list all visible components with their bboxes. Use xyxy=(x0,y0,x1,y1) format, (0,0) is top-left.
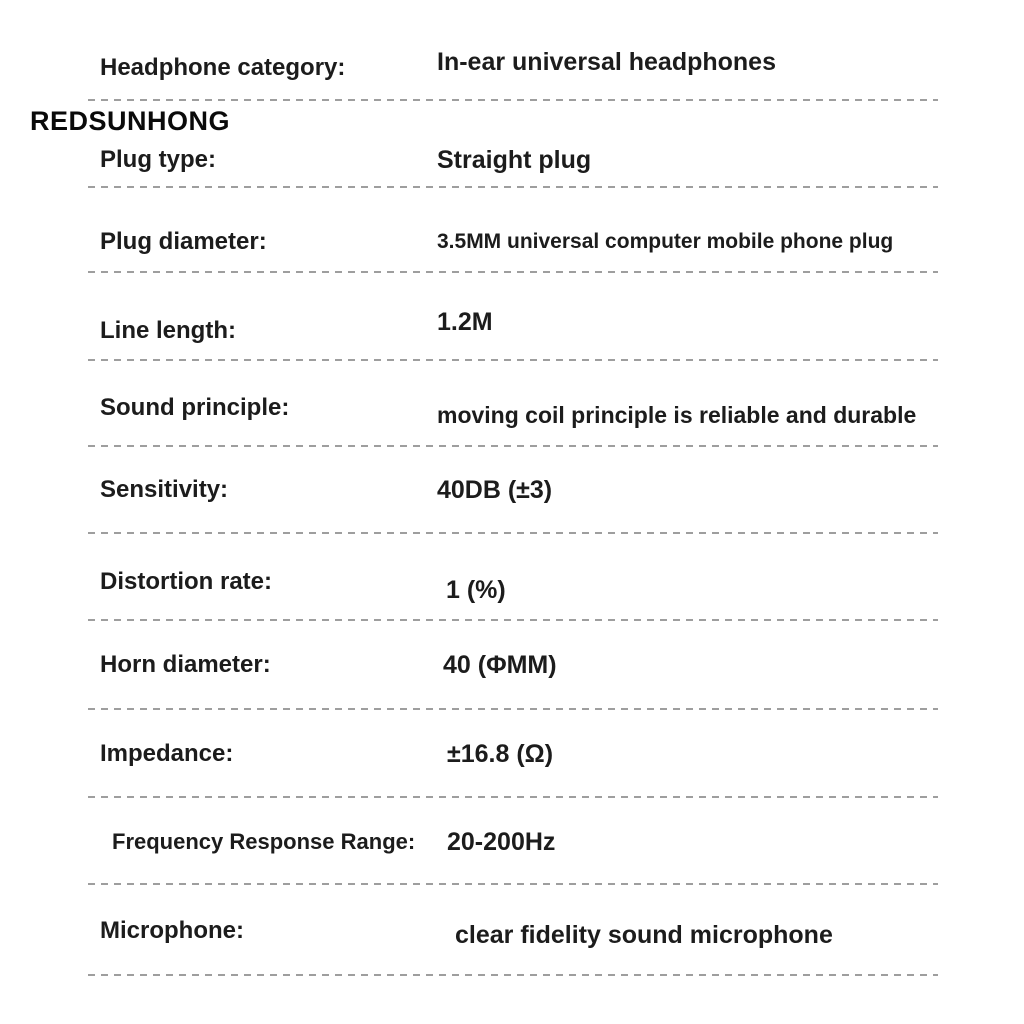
spec-value: 40 (ΦMM) xyxy=(443,651,557,679)
spec-label: Plug diameter: xyxy=(100,228,267,255)
row-divider xyxy=(88,796,938,798)
brand-watermark: REDSUNHONG xyxy=(30,106,231,136)
row-divider xyxy=(88,99,938,101)
spec-row xyxy=(0,911,1024,951)
row-divider xyxy=(88,532,938,534)
spec-value: 20-200Hz xyxy=(447,828,556,856)
row-divider xyxy=(88,883,938,885)
spec-value: clear fidelity sound microphone xyxy=(455,921,833,949)
spec-row xyxy=(0,48,1024,88)
spec-label: Impedance: xyxy=(100,740,234,767)
spec-row xyxy=(0,470,1024,510)
spec-row xyxy=(0,388,1024,428)
row-divider xyxy=(88,271,938,273)
spec-label: Horn diameter: xyxy=(100,651,271,678)
row-divider xyxy=(88,708,938,710)
spec-label: Frequency Response Range: xyxy=(112,829,416,854)
spec-label: Plug type: xyxy=(100,146,217,173)
spec-value: 40DB (±3) xyxy=(437,476,553,504)
spec-label: Distortion rate: xyxy=(100,568,273,595)
row-divider xyxy=(88,186,938,188)
spec-row xyxy=(0,308,1024,351)
spec-label: Sound principle: xyxy=(100,394,290,421)
row-divider xyxy=(88,619,938,621)
spec-row xyxy=(0,734,1024,774)
spec-label: Headphone category: xyxy=(100,54,346,81)
row-divider xyxy=(88,359,938,361)
spec-value: In-ear universal headphones xyxy=(437,48,776,76)
spec-row xyxy=(0,822,1024,862)
spec-value: Straight plug xyxy=(437,146,592,174)
spec-value: 1 (%) xyxy=(446,576,506,604)
spec-row xyxy=(0,562,1024,602)
spec-row xyxy=(0,140,1024,180)
spec-value: 3.5MM universal computer mobile phone plug xyxy=(437,230,894,253)
spec-value: moving coil principle is reliable and durable xyxy=(437,402,917,428)
row-divider xyxy=(88,445,938,447)
spec-value: 1.2M xyxy=(437,308,493,336)
spec-label: Line length: xyxy=(100,317,236,344)
spec-label: Microphone: xyxy=(100,917,244,944)
spec-label: Sensitivity: xyxy=(100,476,229,503)
spec-row xyxy=(0,222,1024,262)
spec-row xyxy=(0,645,1024,685)
spec-value: ±16.8 (Ω) xyxy=(447,740,554,768)
row-divider xyxy=(88,974,938,976)
